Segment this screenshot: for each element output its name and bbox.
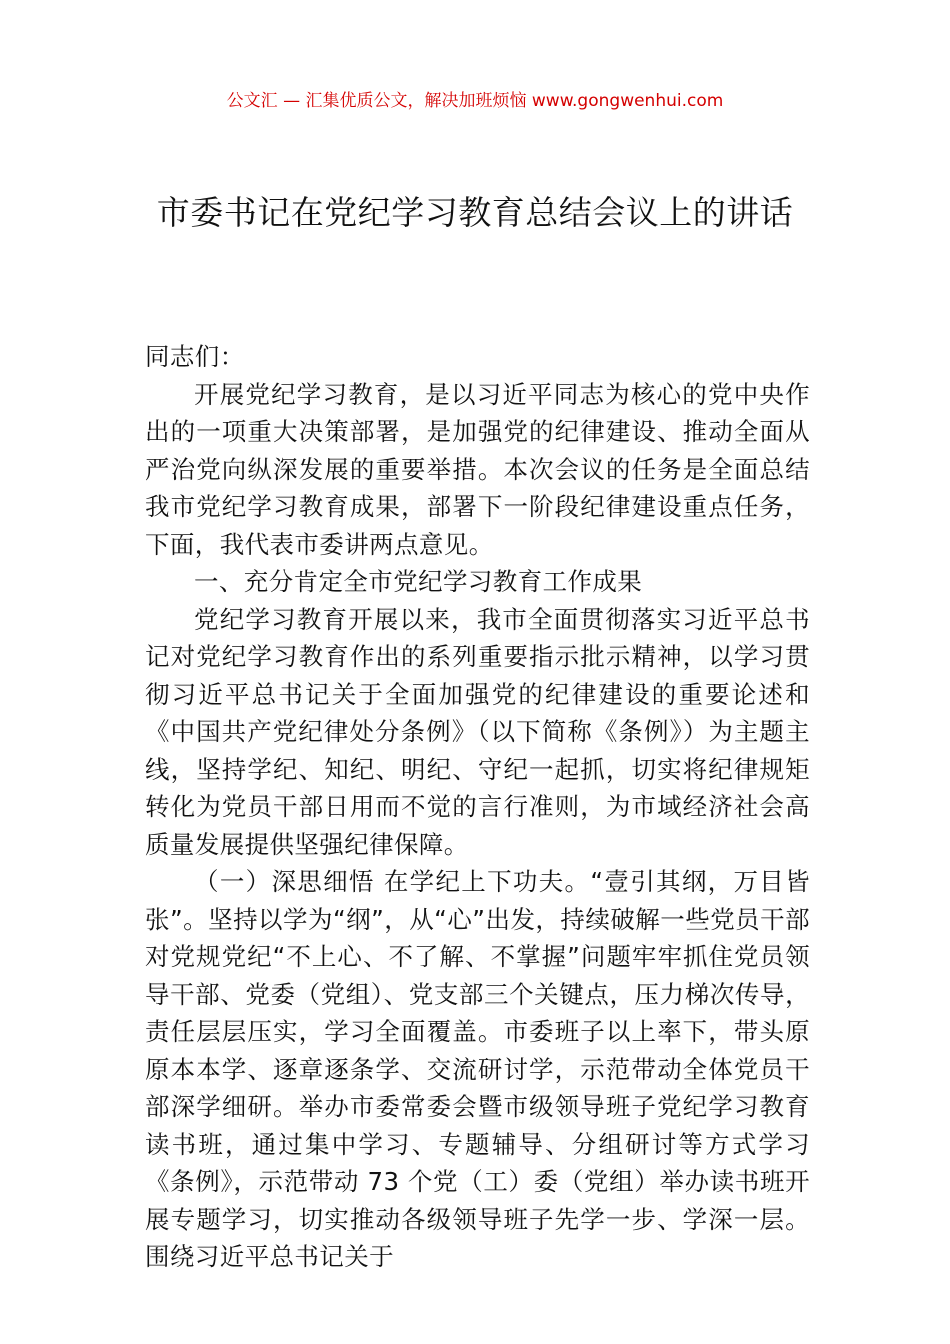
document-body [145, 338, 810, 1276]
paragraph-subsection-one: （一）深思细悟 在学纪上下功夫。“壹引其纲，万目皆张”。坚持以学为“纲”，从“心”出发，持续破解一些党员干部对党规党纪“不上心、不了解、不掌握”问题牢牢抓住党员领导干部、党委（党组）、党支部三个关键点，压力梯次传导，责任层层压实，学习全面覆盖。市委班子以上率下，带头原原本本学、逐章逐条学、交流研讨学，示范带动全体党员干部深学细研。举办市委常委会暨市级领导班子党纪学习教育读书班，通过集中学习、专题辅导、分组研讨等方式学习《条例》，示范带动 73 个党（工）委（党组）举办读书班开展专题学习，切实推动各级领导班子先学一步、学深一层。围绕习近平总书记关于 [145, 867, 810, 1271]
header-note: 公文汇 — 汇集优质公文，解决加班烦恼 www.gongwenhui.com [226, 91, 724, 111]
section-heading: 一、充分肯定全市党纪学习教育工作成果 [194, 567, 643, 596]
document-title: 市委书记在党纪学习教育总结会议上的讲话 [156, 193, 794, 232]
paragraph-achievements: 党纪学习教育开展以来，我市全面贯彻落实习近平总书记对党纪学习教育作出的系列重要指示批示精神，以学习贯彻习近平总书记关于全面加强党的纪律建设的重要论述和《中国共产党纪律处分条例》（以下简称《条例》）为主题主线，坚持学纪、知纪、明纪、守纪一起抓，切实将纪律规矩转化为党员干部日用而不觉的言行准则，为市域经济社会高质量发展提供坚强纪律保障。 [145, 604, 810, 859]
paragraph-intro: 开展党纪学习教育，是以习近平同志为核心的党中央作出的一项重大决策部署，是加强党的纪律建设、推动全面从严治党向纵深发展的重要举措。本次会议的任务是全面总结我市党纪学习教育成果，部署下一阶段纪律建设重点任务，下面，我代表市委讲两点意见。 [145, 379, 810, 559]
salutation: 同志们： [145, 342, 245, 371]
